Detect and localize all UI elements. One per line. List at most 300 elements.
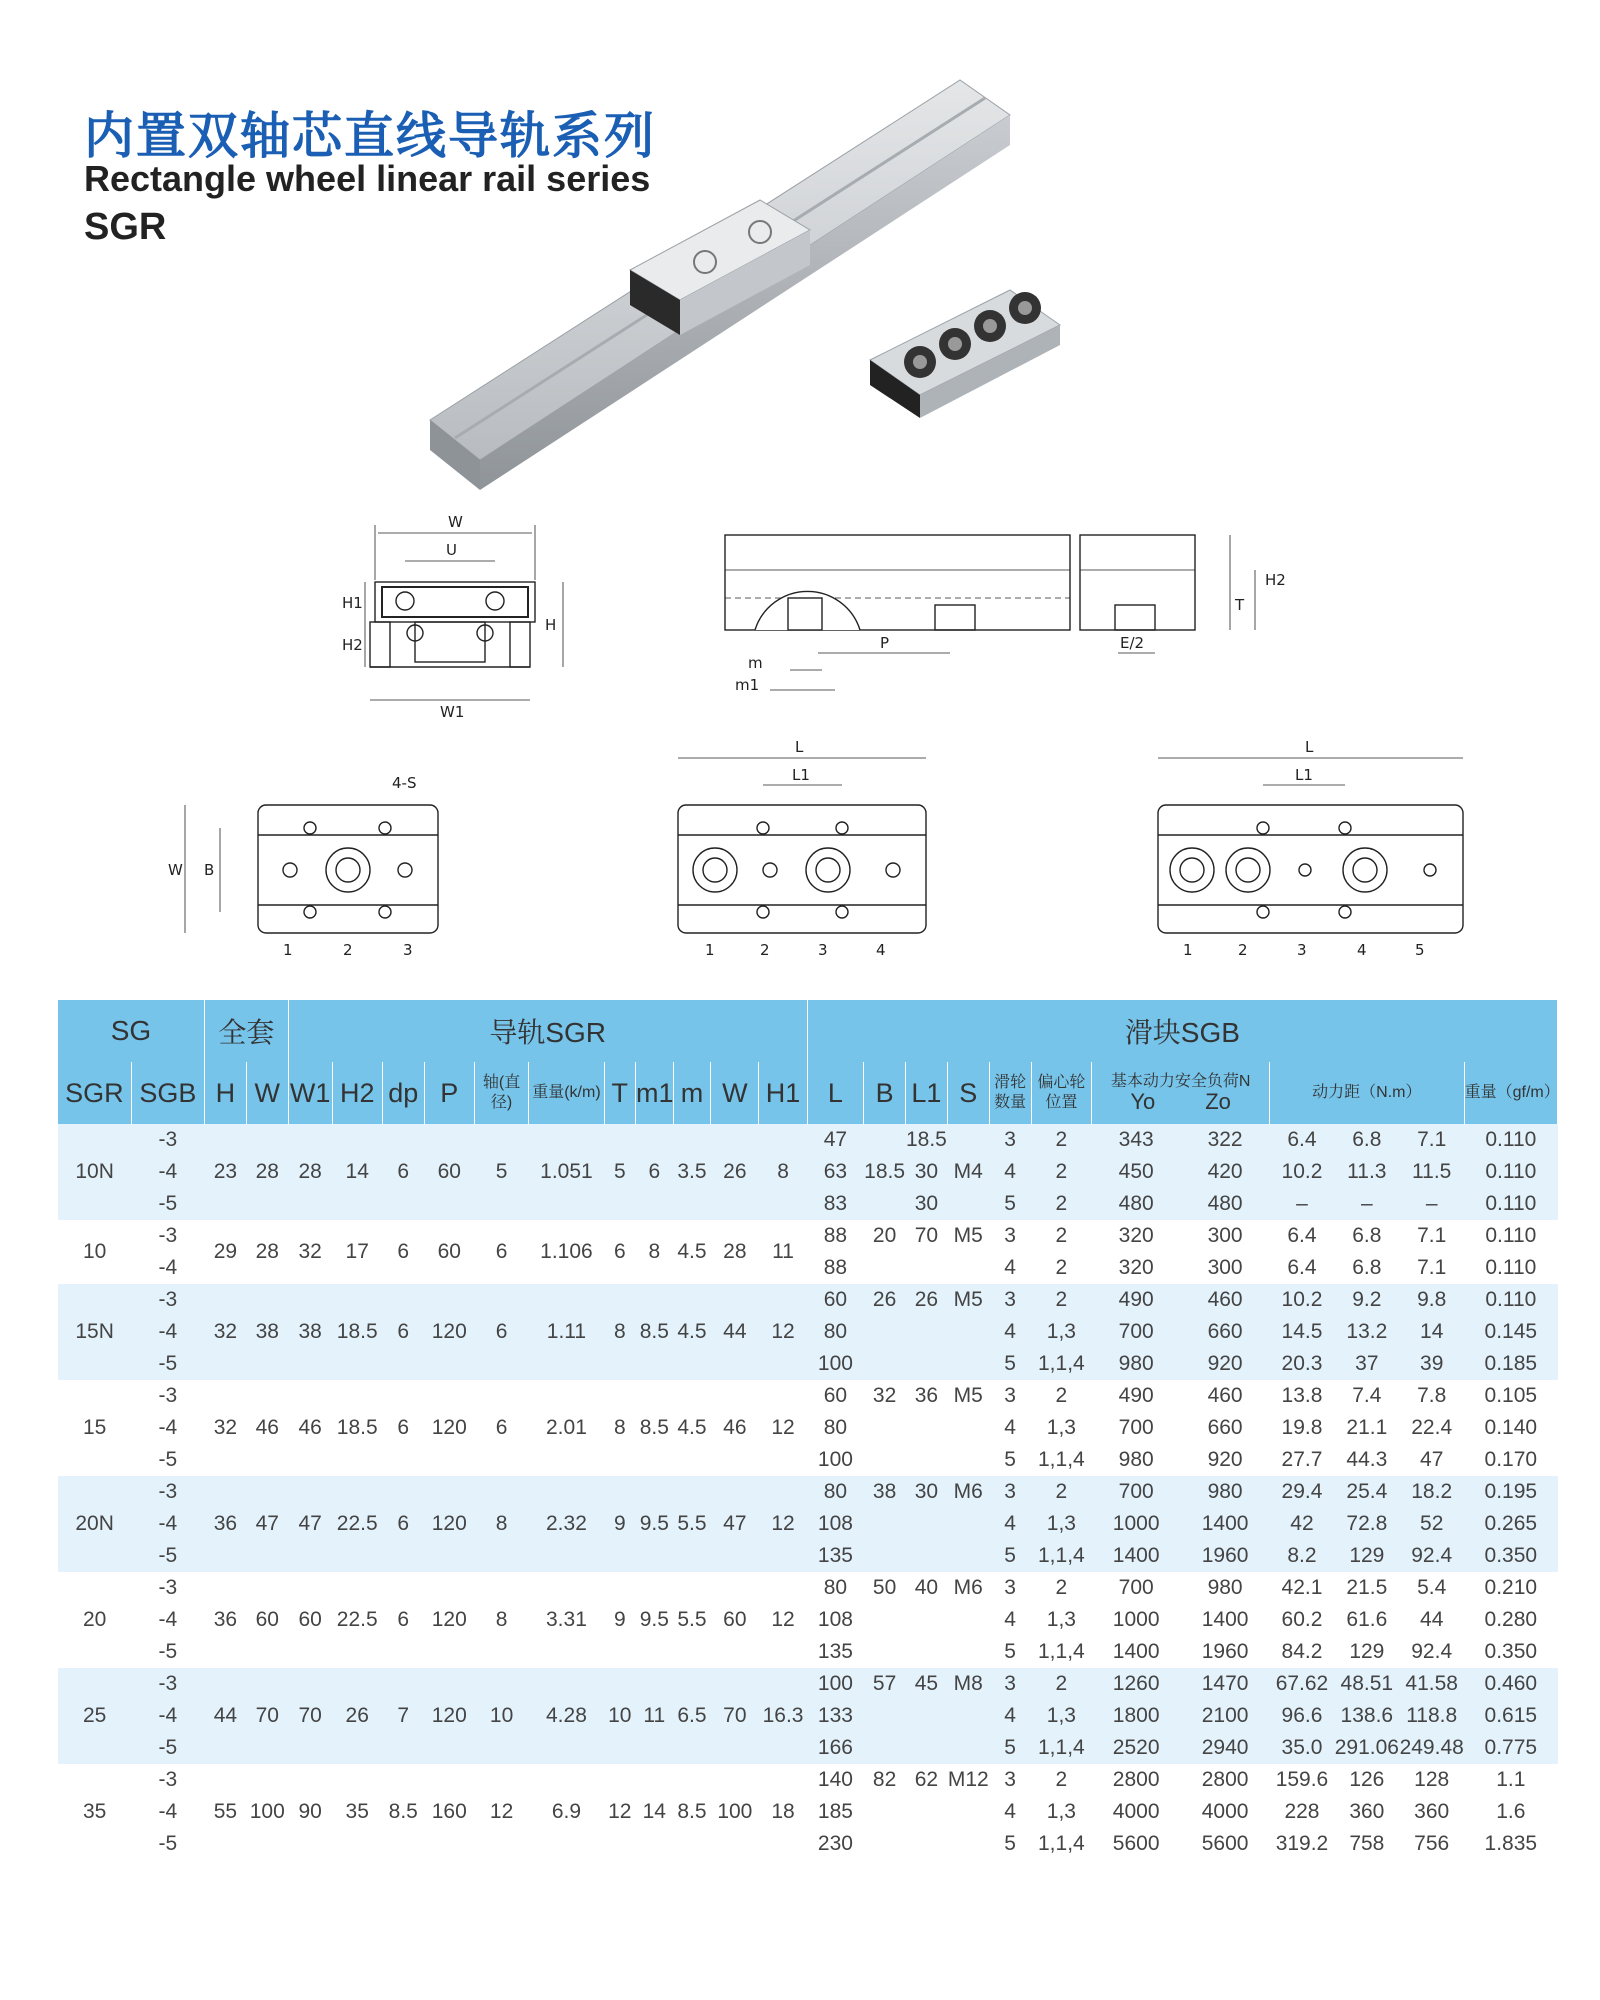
wheel5-pos-4: 4 bbox=[1357, 941, 1367, 959]
table-cell: 2800 bbox=[1201, 1768, 1249, 1791]
table-cell: 0.280 bbox=[1484, 1608, 1538, 1631]
table-cell: 5 bbox=[989, 1540, 1031, 1572]
table-cell: 6 bbox=[613, 1240, 626, 1263]
table-cell: 5 bbox=[474, 1124, 528, 1220]
wheel-pos-3: 3 bbox=[403, 941, 413, 959]
table-cell: 120 bbox=[424, 1284, 474, 1380]
wheel4-pos-3: 3 bbox=[818, 941, 828, 959]
table-cell: 88 bbox=[823, 1256, 848, 1279]
table-cell: -5 bbox=[158, 1640, 178, 1663]
table-cell: 1,3 bbox=[1031, 1700, 1092, 1732]
table-cell: 1470 bbox=[1181, 1668, 1270, 1700]
col-w-rail: W bbox=[711, 1062, 759, 1124]
table-cell: 42 bbox=[1270, 1508, 1335, 1540]
table-cell: 30 bbox=[906, 1188, 948, 1220]
table-cell: 1,3 bbox=[1046, 1608, 1076, 1631]
table-cell bbox=[864, 1412, 906, 1444]
table-cell: 26 bbox=[332, 1668, 382, 1764]
col-h2: H2 bbox=[332, 1062, 382, 1124]
table-cell: -3 bbox=[158, 1384, 178, 1407]
col-h1: H1 bbox=[759, 1062, 807, 1124]
wheel5-pos-2: 2 bbox=[1238, 941, 1248, 959]
table-cell: 0.460 bbox=[1464, 1668, 1557, 1700]
table-cell: 11.3 bbox=[1334, 1156, 1399, 1188]
page-title-en: Rectangle wheel linear rail series bbox=[84, 158, 651, 199]
table-cell: 2520 bbox=[1092, 1732, 1181, 1764]
block-4-wheel-drawing bbox=[580, 730, 940, 960]
col-dp: dp bbox=[382, 1062, 424, 1124]
col-p: P bbox=[424, 1062, 474, 1124]
table-cell: 8 bbox=[495, 1608, 508, 1631]
col-zo: Zo bbox=[1205, 1088, 1231, 1114]
table-cell: 660 bbox=[1181, 1316, 1270, 1348]
table-cell: 8.5 bbox=[635, 1284, 673, 1380]
table-cell: 10.2 bbox=[1270, 1156, 1335, 1188]
table-cell: -5 bbox=[131, 1540, 204, 1572]
table-cell: 62 bbox=[914, 1768, 939, 1791]
table-cell: 980 bbox=[1207, 1576, 1243, 1599]
table-cell: 1,3 bbox=[1031, 1508, 1092, 1540]
table-cell: 490 bbox=[1118, 1384, 1154, 1407]
table-cell: -5 bbox=[131, 1732, 204, 1764]
table-cell: M12 bbox=[947, 1768, 989, 1791]
table-cell: 1.106 bbox=[540, 1240, 593, 1263]
table-cell: 6 bbox=[397, 1416, 410, 1439]
table-cell: 1,1,4 bbox=[1038, 1640, 1085, 1663]
dim-w1: W1 bbox=[440, 703, 465, 720]
table-cell: 7.1 bbox=[1399, 1124, 1464, 1156]
table-cell: 6 bbox=[382, 1284, 424, 1380]
table-cell bbox=[947, 1252, 989, 1284]
table-cell: 758 bbox=[1349, 1832, 1385, 1855]
table-cell: 5.5 bbox=[673, 1476, 711, 1572]
table-cell: -4 bbox=[131, 1700, 204, 1732]
table-cell: 47 bbox=[288, 1476, 332, 1572]
table-cell: 1,1,4 bbox=[1038, 1832, 1085, 1855]
table-cell: 6.9 bbox=[551, 1800, 582, 1823]
table-cell: 2.01 bbox=[546, 1416, 587, 1439]
table-cell bbox=[864, 1348, 906, 1380]
table-cell: 343 bbox=[1092, 1124, 1181, 1156]
table-cell: 2 bbox=[1055, 1224, 1068, 1247]
table-cell: 120 bbox=[431, 1416, 467, 1439]
table-cell: 29 bbox=[213, 1240, 238, 1263]
table-cell: – bbox=[1334, 1188, 1399, 1220]
table-cell: 16.3 bbox=[759, 1668, 807, 1764]
table-cell bbox=[906, 1444, 948, 1476]
table-cell: 3 bbox=[1004, 1224, 1016, 1247]
col-yo: Yo bbox=[1130, 1088, 1156, 1114]
table-cell: -4 bbox=[158, 1800, 178, 1823]
table-cell: 6 bbox=[495, 1416, 508, 1439]
table-cell bbox=[947, 1604, 989, 1636]
table-cell: 249.48 bbox=[1399, 1732, 1464, 1764]
table-cell: 14 bbox=[1399, 1316, 1464, 1348]
table-cell bbox=[864, 1828, 906, 1860]
table-cell: 129 bbox=[1334, 1540, 1399, 1572]
table-cell: 28 bbox=[255, 1240, 279, 1263]
table-cell: 70 bbox=[914, 1224, 939, 1247]
table-cell: 4 bbox=[989, 1508, 1031, 1540]
table-cell: 60.2 bbox=[1281, 1608, 1323, 1631]
col-moment: 动力距（N.m） bbox=[1270, 1062, 1465, 1124]
table-cell: 10N bbox=[58, 1124, 131, 1220]
table-cell: 1000 bbox=[1092, 1508, 1181, 1540]
table-cell: 4 bbox=[1004, 1416, 1016, 1439]
table-cell: 57 bbox=[864, 1668, 906, 1700]
table-cell: 25 bbox=[58, 1668, 131, 1764]
table-cell: 1.051 bbox=[529, 1124, 604, 1220]
table-cell: M6 bbox=[953, 1576, 983, 1599]
dim-w-block: W bbox=[168, 861, 183, 879]
table-cell: 9.5 bbox=[639, 1608, 669, 1631]
table-cell: 84.2 bbox=[1281, 1640, 1323, 1663]
table-cell: 300 bbox=[1207, 1256, 1243, 1279]
table-cell: 21.1 bbox=[1346, 1416, 1388, 1439]
table-cell: 135 bbox=[807, 1540, 863, 1572]
table-cell: 44 bbox=[1420, 1608, 1444, 1631]
table-cell: 108 bbox=[817, 1608, 853, 1631]
table-cell: 8.5 bbox=[388, 1800, 418, 1823]
table-cell: 980 bbox=[1181, 1476, 1270, 1508]
table-cell: 60 bbox=[807, 1284, 863, 1316]
table-cell: 8 bbox=[759, 1124, 807, 1220]
dim-u: U bbox=[446, 541, 457, 559]
table-cell: 3 bbox=[1004, 1768, 1016, 1791]
col-load bbox=[1092, 1062, 1270, 1124]
table-cell: 3 bbox=[989, 1124, 1031, 1156]
table-cell: 0.350 bbox=[1464, 1540, 1557, 1572]
col-sgr: SGR bbox=[58, 1062, 131, 1124]
table-cell: 13.2 bbox=[1334, 1316, 1399, 1348]
table-cell: 1000 bbox=[1112, 1608, 1160, 1631]
table-cell: 2 bbox=[1055, 1256, 1068, 1279]
table-cell: 4000 bbox=[1112, 1800, 1160, 1823]
dim-e2: E/2 bbox=[1120, 634, 1145, 652]
table-row bbox=[58, 1124, 1558, 1156]
page-title-cn: 内置双轴芯直线导轨系列 bbox=[84, 107, 656, 165]
table-cell: 756 bbox=[1414, 1832, 1450, 1855]
table-cell: 15 bbox=[82, 1416, 107, 1439]
table-cell: 108 bbox=[807, 1508, 863, 1540]
table-cell: 83 bbox=[807, 1188, 863, 1220]
table-cell: 10 bbox=[474, 1668, 528, 1764]
table-cell bbox=[947, 1316, 989, 1348]
table-cell bbox=[947, 1188, 989, 1220]
table-cell: 0.350 bbox=[1484, 1640, 1538, 1663]
table-cell: 8 bbox=[604, 1284, 635, 1380]
table-cell: 133 bbox=[807, 1700, 863, 1732]
table-cell: 35.0 bbox=[1270, 1732, 1335, 1764]
table-cell: 4000 bbox=[1201, 1800, 1249, 1823]
table-cell: 129 bbox=[1349, 1640, 1385, 1663]
dim-w: W bbox=[448, 513, 463, 531]
table-cell: 9.8 bbox=[1399, 1284, 1464, 1316]
col-t: T bbox=[604, 1062, 635, 1124]
col-l: L bbox=[807, 1062, 863, 1124]
table-cell: 7.1 bbox=[1417, 1256, 1447, 1279]
table-cell: 6 bbox=[397, 1608, 410, 1631]
table-cell: 9 bbox=[604, 1476, 635, 1572]
col-load-label: 基本动力安全负荷N bbox=[1110, 1072, 1251, 1090]
col-w1: W1 bbox=[288, 1062, 332, 1124]
table-cell: 450 bbox=[1092, 1156, 1181, 1188]
table-cell: 10.2 bbox=[1270, 1284, 1335, 1316]
wheel4-pos-4: 4 bbox=[876, 941, 886, 959]
table-cell: -4 bbox=[158, 1256, 178, 1279]
dim-t: T bbox=[1235, 596, 1245, 614]
table-cell: 5600 bbox=[1201, 1832, 1249, 1855]
table-cell: 80 bbox=[807, 1316, 863, 1348]
table-cell: 9.5 bbox=[635, 1476, 673, 1572]
table-cell: 5.5 bbox=[677, 1608, 707, 1631]
table-cell: 30 bbox=[906, 1156, 948, 1188]
table-cell: 120 bbox=[431, 1608, 467, 1631]
table-cell: 26 bbox=[906, 1284, 948, 1316]
table-cell: 26 bbox=[864, 1284, 906, 1316]
dim-h2: H2 bbox=[342, 636, 363, 654]
model-name: SGR bbox=[84, 206, 167, 248]
table-cell: 100 bbox=[249, 1800, 285, 1823]
table-cell: 2 bbox=[1031, 1188, 1092, 1220]
dim-4s: 4-S bbox=[392, 774, 417, 792]
side-view-drawing bbox=[700, 520, 1290, 700]
table-cell: 4.5 bbox=[677, 1416, 707, 1439]
col-s: S bbox=[947, 1062, 989, 1124]
table-cell: 22.5 bbox=[336, 1608, 378, 1631]
table-cell: 700 bbox=[1118, 1416, 1154, 1439]
table-cell: 6 bbox=[495, 1240, 508, 1263]
table-cell bbox=[864, 1444, 906, 1476]
table-cell bbox=[947, 1732, 989, 1764]
table-cell: -4 bbox=[131, 1508, 204, 1540]
table-cell: 5 bbox=[989, 1188, 1031, 1220]
table-cell: M4 bbox=[947, 1156, 989, 1188]
table-cell: 6.8 bbox=[1352, 1224, 1382, 1247]
table-cell: 42.1 bbox=[1281, 1576, 1323, 1599]
table-cell: 41.58 bbox=[1399, 1668, 1464, 1700]
table-cell: 26 bbox=[711, 1124, 759, 1220]
table-cell: 0.210 bbox=[1484, 1576, 1538, 1599]
table-cell: 20 bbox=[82, 1608, 107, 1631]
table-cell: 18.5 bbox=[332, 1284, 382, 1380]
table-cell: 36 bbox=[914, 1384, 939, 1407]
table-cell: 80 bbox=[807, 1476, 863, 1508]
table-cell: 3.5 bbox=[673, 1124, 711, 1220]
wheel4-pos-2: 2 bbox=[760, 941, 770, 959]
table-cell bbox=[906, 1252, 948, 1284]
table-cell: 63 bbox=[807, 1156, 863, 1188]
col-weight-rail: 重量(k/m) bbox=[529, 1062, 604, 1124]
table-cell: 1.1 bbox=[1496, 1768, 1526, 1791]
table-cell: 17 bbox=[345, 1240, 369, 1263]
table-cell bbox=[864, 1508, 906, 1540]
table-cell: 32 bbox=[298, 1240, 322, 1263]
block-5-wheel-drawing bbox=[1060, 730, 1480, 960]
table-cell: 320 bbox=[1118, 1256, 1154, 1279]
table-cell: -4 bbox=[131, 1156, 204, 1188]
wheel-pos-1: 1 bbox=[283, 941, 293, 959]
table-cell: 3 bbox=[989, 1476, 1031, 1508]
table-cell: 3 bbox=[989, 1284, 1031, 1316]
table-cell: 1260 bbox=[1092, 1668, 1181, 1700]
table-cell: 322 bbox=[1181, 1124, 1270, 1156]
table-cell: 4 bbox=[1004, 1608, 1016, 1631]
table-cell: 18.5 bbox=[906, 1124, 948, 1156]
table-cell: 47 bbox=[807, 1124, 863, 1156]
dim-m: m bbox=[748, 654, 763, 672]
table-cell bbox=[906, 1348, 948, 1380]
table-cell: 9 bbox=[613, 1608, 626, 1631]
table-cell: 460 bbox=[1181, 1284, 1270, 1316]
table-cell: 1800 bbox=[1092, 1700, 1181, 1732]
table-cell: 36 bbox=[213, 1608, 238, 1631]
table-cell: 5 bbox=[1004, 1832, 1016, 1855]
table-cell: 2 bbox=[1031, 1476, 1092, 1508]
table-cell bbox=[947, 1700, 989, 1732]
block-photo bbox=[870, 290, 1060, 418]
spec-table-body bbox=[58, 1124, 1558, 1860]
table-cell: 36 bbox=[204, 1476, 246, 1572]
table-cell: 11.5 bbox=[1399, 1156, 1464, 1188]
table-cell: 19.8 bbox=[1281, 1416, 1323, 1439]
table-cell: 2800 bbox=[1112, 1768, 1160, 1791]
table-cell: 45 bbox=[906, 1668, 948, 1700]
table-cell: 2 bbox=[1055, 1576, 1068, 1599]
table-cell: 35 bbox=[345, 1800, 369, 1823]
table-cell: 4 bbox=[1004, 1256, 1016, 1279]
col-l1: L1 bbox=[906, 1062, 948, 1124]
col-h: H bbox=[204, 1062, 246, 1124]
table-cell: 2 bbox=[1055, 1768, 1068, 1791]
table-cell: 100 bbox=[807, 1348, 863, 1380]
dim-l1-4: L1 bbox=[792, 766, 810, 784]
table-cell: 82 bbox=[872, 1768, 897, 1791]
table-cell: 2940 bbox=[1181, 1732, 1270, 1764]
table-cell: 18.5 bbox=[864, 1156, 906, 1188]
table-cell bbox=[906, 1636, 948, 1668]
table-cell: 0.105 bbox=[1484, 1384, 1538, 1407]
table-cell: 12 bbox=[759, 1284, 807, 1380]
dim-h: H bbox=[545, 616, 557, 634]
table-cell bbox=[947, 1540, 989, 1572]
table-cell: 6.4 bbox=[1270, 1124, 1335, 1156]
col-weight-block: 重量（gf/m） bbox=[1464, 1062, 1557, 1124]
table-cell: 319.2 bbox=[1275, 1832, 1329, 1855]
table-cell: -3 bbox=[131, 1476, 204, 1508]
col-shaft: 轴(直径) bbox=[474, 1062, 528, 1124]
table-cell: 60 bbox=[437, 1240, 461, 1263]
table-cell: 39 bbox=[1399, 1348, 1464, 1380]
table-cell: 46 bbox=[723, 1416, 747, 1439]
table-cell: 9.2 bbox=[1334, 1284, 1399, 1316]
table-cell: 44 bbox=[711, 1284, 759, 1380]
table-cell: 100 bbox=[717, 1800, 753, 1823]
table-cell: 32 bbox=[204, 1284, 246, 1380]
table-cell bbox=[947, 1444, 989, 1476]
table-cell: 138.6 bbox=[1334, 1700, 1399, 1732]
table-cell: -3 bbox=[158, 1224, 178, 1247]
col-wheels: 滑轮数量 bbox=[989, 1062, 1031, 1124]
table-cell: 32 bbox=[872, 1384, 897, 1407]
table-cell: -4 bbox=[158, 1608, 178, 1631]
table-cell: 88 bbox=[823, 1224, 848, 1247]
table-cell: 3.31 bbox=[546, 1608, 587, 1631]
product-photo bbox=[0, 0, 1600, 520]
table-cell: 4 bbox=[989, 1700, 1031, 1732]
table-cell: 1400 bbox=[1201, 1608, 1249, 1631]
table-cell bbox=[906, 1316, 948, 1348]
table-cell: – bbox=[1399, 1188, 1464, 1220]
spec-table bbox=[58, 1000, 1558, 1860]
table-cell: 980 bbox=[1118, 1448, 1154, 1471]
table-cell: 291.06 bbox=[1334, 1732, 1399, 1764]
table-cell: 38 bbox=[864, 1476, 906, 1508]
table-cell: 8 bbox=[648, 1240, 661, 1263]
table-cell: 15N bbox=[58, 1284, 131, 1380]
table-cell: 5 bbox=[604, 1124, 635, 1220]
table-cell: 14 bbox=[332, 1124, 382, 1220]
wheel5-pos-1: 1 bbox=[1183, 941, 1193, 959]
table-cell: 60 bbox=[723, 1608, 747, 1631]
table-cell: 92.4 bbox=[1411, 1640, 1453, 1663]
table-cell bbox=[864, 1796, 906, 1828]
table-cell bbox=[947, 1508, 989, 1540]
table-cell bbox=[947, 1828, 989, 1860]
table-cell: 47 bbox=[1420, 1448, 1444, 1471]
table-cell: 37 bbox=[1334, 1348, 1399, 1380]
table-cell bbox=[947, 1124, 989, 1156]
table-cell: 1,3 bbox=[1031, 1316, 1092, 1348]
table-cell: 420 bbox=[1181, 1156, 1270, 1188]
cross-section-drawing bbox=[320, 505, 580, 720]
dim-l1-5: L1 bbox=[1295, 766, 1313, 784]
dim-m1: m1 bbox=[735, 676, 760, 694]
table-cell: 480 bbox=[1092, 1188, 1181, 1220]
table-cell: 0.110 bbox=[1485, 1224, 1537, 1247]
table-cell: 2 bbox=[1031, 1668, 1092, 1700]
table-cell: 28 bbox=[723, 1240, 747, 1263]
dim-p: P bbox=[880, 634, 890, 652]
table-cell: 14 bbox=[642, 1800, 666, 1823]
table-cell bbox=[906, 1796, 948, 1828]
table-cell: 12 bbox=[771, 1416, 795, 1439]
table-row bbox=[58, 1380, 1558, 1412]
table-cell: 30 bbox=[906, 1476, 948, 1508]
table-cell: 80 bbox=[823, 1416, 848, 1439]
table-row bbox=[58, 1476, 1558, 1508]
table-row bbox=[58, 1220, 1558, 1252]
table-cell: 10 bbox=[604, 1668, 635, 1764]
table-cell: 1.6 bbox=[1496, 1800, 1526, 1823]
table-cell bbox=[864, 1700, 906, 1732]
table-cell: 8.2 bbox=[1270, 1540, 1335, 1572]
wheel5-pos-3: 3 bbox=[1297, 941, 1307, 959]
table-cell: 1,3 bbox=[1046, 1416, 1076, 1439]
table-cell: 1.11 bbox=[529, 1284, 604, 1380]
table-cell: 126 bbox=[1349, 1768, 1385, 1791]
table-cell: 6 bbox=[474, 1284, 528, 1380]
table-cell: 700 bbox=[1092, 1476, 1181, 1508]
table-cell: 44 bbox=[204, 1668, 246, 1764]
table-cell: 1,1,4 bbox=[1038, 1448, 1085, 1471]
table-cell: 8 bbox=[474, 1476, 528, 1572]
table-cell: 228 bbox=[1284, 1800, 1320, 1823]
table-cell: 60 bbox=[823, 1384, 848, 1407]
table-cell: 6 bbox=[397, 1240, 410, 1263]
table-cell: 8.5 bbox=[639, 1416, 669, 1439]
table-cell: 2 bbox=[1031, 1124, 1092, 1156]
